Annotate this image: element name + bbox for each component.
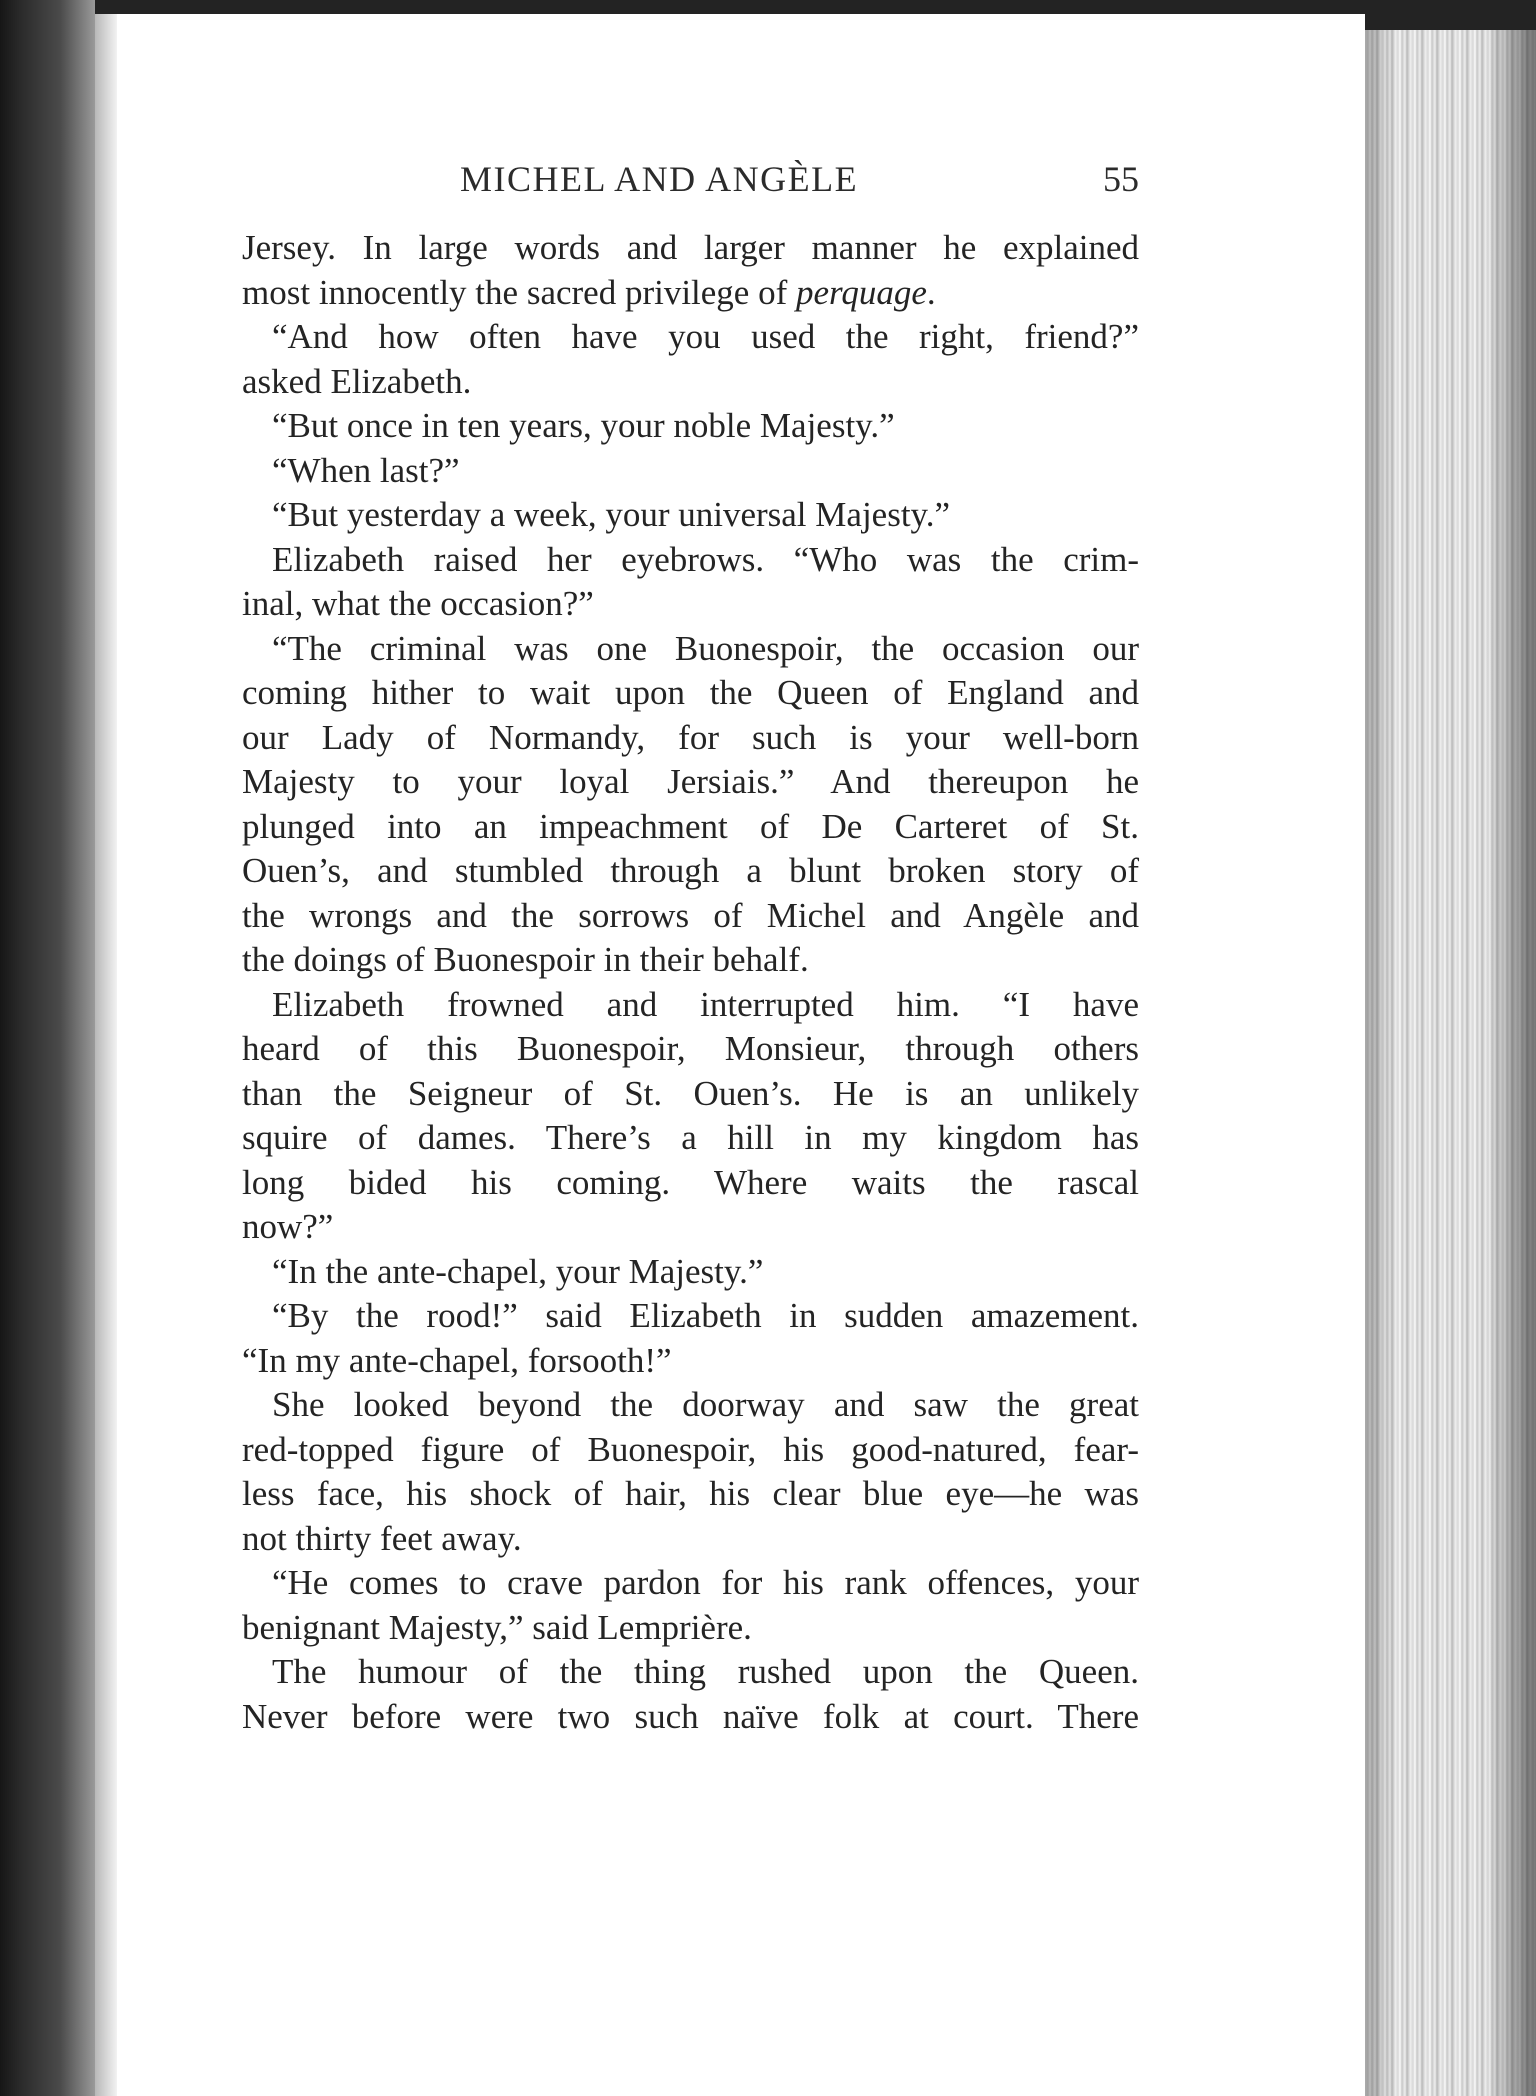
body-text xyxy=(242,226,1139,1739)
italic-term: perquage xyxy=(796,272,927,312)
text-line: our Lady of Normandy, for such is your well-born xyxy=(242,717,1139,757)
running-head: MICHEL AND ANGÈLE xyxy=(460,159,859,199)
text-line: “The criminal was one Buonespoir, the occasion our xyxy=(272,628,1139,668)
text-line: the doings of Buonespoir in their behalf. xyxy=(242,940,809,979)
text-line: long bided his coming. Where waits the rascal xyxy=(242,1162,1139,1202)
text-line: the wrongs and the sorrows of Michel and Angèle and xyxy=(242,895,1139,935)
text-segment: most innocently the sacred privilege of xyxy=(242,272,797,312)
book-gutter xyxy=(0,0,95,2096)
text-line: than the Seigneur of St. Ouen’s. He is an unlikely xyxy=(242,1073,1139,1113)
text-line: “When last?” xyxy=(272,450,460,490)
page-header xyxy=(242,158,1139,208)
text-line: “But once in ten years, your noble Majesty.” xyxy=(272,406,895,445)
text-line: Elizabeth frowned and interrupted him. “I have xyxy=(272,984,1139,1024)
text-line: “He comes to crave pardon for his rank offences, your xyxy=(272,1563,1139,1602)
page-binding-shadow xyxy=(95,14,117,2096)
text-line: Ouen’s, and stumbled through a blunt broken story of xyxy=(242,851,1139,890)
text-line: red-topped figure of Buonespoir, his good-natured, fear- xyxy=(242,1429,1139,1469)
page-edge-shading xyxy=(1365,30,1536,2096)
text-line: benignant Majesty,” said Lemprière. xyxy=(242,1607,752,1647)
page-number: 55 xyxy=(1103,159,1139,199)
text-line: less face, his shock of hair, his clear blue eye—he was xyxy=(242,1474,1139,1513)
text-line: The humour of the thing rushed upon the Queen. xyxy=(272,1652,1139,1691)
text-line: “In my ante-chapel, forsooth!” xyxy=(242,1340,672,1380)
text-line: coming hither to wait upon the Queen of England and xyxy=(242,673,1139,712)
text-line xyxy=(242,271,1139,316)
text-line: “But yesterday a week, your universal Majesty.” xyxy=(272,495,951,534)
text-line: squire of dames. There’s a hill in my kingdom has xyxy=(242,1118,1139,1157)
text-line: Majesty to your loyal Jersiais.” And thereupon he xyxy=(242,762,1139,801)
text-line: inal, what the occasion?” xyxy=(242,584,594,623)
text-line: “And how often have you used the right, friend?” xyxy=(272,317,1139,356)
text-line: “By the rood!” said Elizabeth in sudden amazement. xyxy=(272,1296,1139,1335)
text-segment: . xyxy=(926,272,936,312)
text-line: heard of this Buonespoir, Monsieur, through others xyxy=(242,1029,1139,1068)
text-line: plunged into an impeachment of De Carteret of St. xyxy=(242,806,1139,846)
text-line: “In the ante-chapel, your Majesty.” xyxy=(272,1251,764,1291)
text-line: She looked beyond the doorway and saw the great xyxy=(272,1385,1139,1424)
text-line: Elizabeth raised her eyebrows. “Who was the crim- xyxy=(272,539,1139,579)
text-line: asked Elizabeth. xyxy=(242,361,472,401)
text-line: Never before were two such naïve folk at court. There xyxy=(242,1696,1139,1736)
text-line: Jersey. In large words and larger manner he explained xyxy=(242,228,1139,267)
text-line: now?” xyxy=(242,1207,334,1246)
text-line: not thirty feet away. xyxy=(242,1518,522,1558)
